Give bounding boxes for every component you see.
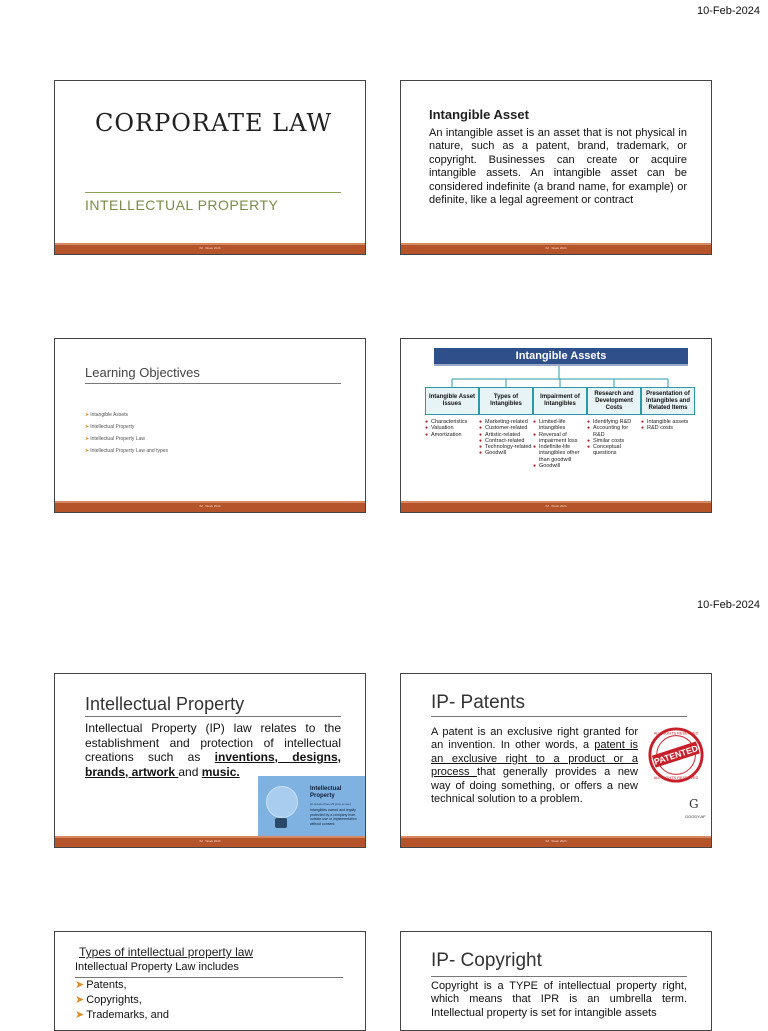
diagram-banner: Intangible Assets bbox=[434, 348, 688, 366]
arrow-bullet-icon: ➤ bbox=[75, 1009, 85, 1021]
slide-ip-copyright bbox=[400, 931, 712, 1031]
list-item: ● Artistic-related bbox=[479, 432, 533, 438]
footer-text: IM · Week 2024 bbox=[545, 246, 567, 250]
list-item: ➤Intellectual Property Law and types bbox=[85, 448, 169, 454]
list-item: ➤Intellectual Property Law bbox=[85, 436, 145, 442]
diagram-column bbox=[641, 387, 695, 469]
footer-text: IM · Week 2024 bbox=[545, 504, 567, 508]
diagram-column bbox=[533, 387, 587, 469]
card-body: Intangibles owned and legally protected by a company from outside use or implementation without consent. bbox=[310, 808, 357, 826]
slide-title: Intellectual Property bbox=[85, 694, 245, 714]
diagram-column bbox=[479, 387, 533, 469]
column-header: Research and Development Costs bbox=[587, 387, 641, 415]
list-item: ● Identifying R&D bbox=[587, 419, 641, 425]
list-item: ● Customer-related bbox=[479, 425, 533, 431]
arrow-bullet-icon: ➤ bbox=[85, 412, 90, 418]
list-item: ● Valuation bbox=[425, 425, 479, 431]
column-header: Intangible Asset Issues bbox=[425, 387, 479, 415]
list-item: ● Goodwill bbox=[479, 450, 533, 456]
list-item: ● Similar costs bbox=[587, 438, 641, 444]
diagram-columns bbox=[425, 387, 695, 469]
patented-stamp-icon bbox=[647, 726, 705, 784]
title-rule bbox=[85, 716, 341, 717]
list-item: ● Reversal of impairment loss bbox=[533, 432, 587, 445]
objectives-list bbox=[85, 409, 168, 457]
lightbulb-icon bbox=[266, 786, 298, 818]
list-item: ➤ Trademarks, and bbox=[75, 1009, 169, 1021]
ip-law-types-list bbox=[75, 978, 169, 1023]
list-item: ● Intangible assets bbox=[641, 419, 695, 425]
slide-title: IP- Copyright bbox=[431, 950, 542, 971]
list-item: ➤ Copyrights, bbox=[75, 994, 142, 1006]
stamp-credit-logo: G bbox=[689, 797, 699, 811]
slide-learning-objectives bbox=[54, 338, 366, 513]
slide-body: A patent is an exclusive right granted for an invention. In other words, a patent is an exclusive right to a product or a process that generally provides a new way of doing something, or offers a new technical solution to a problem. bbox=[431, 726, 638, 806]
slide-corporate-law bbox=[54, 80, 366, 255]
slide-subtitle: Intellectual Property Law includes bbox=[75, 961, 239, 973]
list-item: ● Indefinite-life intangibles other than goodwill bbox=[533, 444, 587, 463]
date-header-top: 10-Feb-2024 bbox=[697, 5, 760, 17]
card-subtitle: (in-tel-ek-choo-uhl prop-er-tee) bbox=[310, 802, 351, 806]
column-header: Types of Intangibles bbox=[479, 387, 533, 415]
title-rule bbox=[431, 716, 687, 717]
slide-types-of-ip-law bbox=[54, 931, 366, 1031]
date-header-middle: 10-Feb-2024 bbox=[697, 599, 760, 611]
list-item: ● Technology-related bbox=[479, 444, 533, 450]
slide-heading: Intangible Asset bbox=[429, 107, 529, 122]
title-rule bbox=[431, 976, 687, 977]
slide-footer bbox=[401, 836, 711, 847]
arrow-bullet-icon: ➤ bbox=[75, 994, 85, 1006]
list-item: ● Amortization bbox=[425, 432, 479, 438]
list-item: ● Accounting for R&D bbox=[587, 425, 641, 438]
slide-footer bbox=[401, 243, 711, 254]
svg-text:ALL RIGHTS RESERVED: ALL RIGHTS RESERVED bbox=[653, 731, 699, 736]
arrow-bullet-icon: ➤ bbox=[85, 436, 90, 442]
list-item: ● Goodwill bbox=[533, 463, 587, 469]
slide-title: CORPORATE LAW bbox=[95, 109, 333, 137]
slide-ip-patents bbox=[400, 673, 712, 848]
stamp-credit: GOODY.AF bbox=[685, 814, 706, 819]
list-item: ➤Intangible Assets bbox=[85, 412, 129, 418]
list-item: ● Conceptual questions bbox=[587, 444, 641, 457]
slide-footer bbox=[401, 501, 711, 512]
list-item: ● Limited-life intangibles bbox=[533, 419, 587, 432]
slide-intangible-assets-diagram bbox=[400, 338, 712, 513]
list-item: ➤ Patents, bbox=[75, 979, 127, 991]
list-item: ● Marketing-related bbox=[479, 419, 533, 425]
column-header: Impairment of Intangibles bbox=[533, 387, 587, 415]
footer-text: IM · Week 2024 bbox=[199, 504, 221, 508]
slide-body: Copyright is a TYPE of intellectual property right, which means that IPR is an umbrella term. Intellectual property is set for intangible assets bbox=[431, 980, 687, 1019]
slide-title: Types of intellectual property law bbox=[79, 945, 254, 959]
diagram-column bbox=[425, 387, 479, 469]
arrow-bullet-icon: ➤ bbox=[75, 979, 85, 991]
list-item: ● Contract-related bbox=[479, 438, 533, 444]
footer-text: IM · Week 2024 bbox=[199, 246, 221, 250]
arrow-bullet-icon: ➤ bbox=[85, 424, 90, 430]
slide-subtitle: INTELLECTUAL PROPERTY bbox=[85, 197, 279, 213]
slide-title: Learning Objectives bbox=[85, 365, 200, 380]
svg-text:PATENTED: PATENTED bbox=[652, 743, 700, 767]
footer-text: IM · Week 2024 bbox=[199, 839, 221, 843]
slide-intangible-asset bbox=[400, 80, 712, 255]
slide-body: An intangible asset is an asset that is not physical in nature, such as a patent, brand, trademark, or copyright. Businesses can create or acquire intangible assets. An intangible asset can be considered indefinite (a brand name, for example) or definite, like a legal agreement or contract bbox=[429, 127, 687, 207]
slide-title: IP- Patents bbox=[431, 692, 525, 713]
slide-footer bbox=[55, 501, 365, 512]
list-item: ● R&D costs bbox=[641, 425, 695, 431]
slide-body: Intellectual Property (IP) law relates to the establishment and protection of intellectual creations such as inventions, designs, brands, artwork and music. bbox=[85, 721, 341, 779]
lightbulb-base-icon bbox=[275, 818, 287, 828]
card-title: Intellectual Property bbox=[310, 786, 342, 799]
title-rule bbox=[85, 383, 341, 384]
svg-text:ALL RIGHTS RESERVED: ALL RIGHTS RESERVED bbox=[653, 776, 699, 781]
slide-footer bbox=[55, 836, 365, 847]
column-header: Presentation of Intangibles and Related Items bbox=[641, 387, 695, 415]
list-item: ● Characteristics bbox=[425, 419, 479, 425]
list-item: ➤Intellectual Property bbox=[85, 424, 135, 430]
slide-intellectual-property bbox=[54, 673, 366, 848]
diagram-column bbox=[587, 387, 641, 469]
footer-text: IM · Week 2024 bbox=[545, 839, 567, 843]
title-rule bbox=[85, 192, 341, 193]
arrow-bullet-icon: ➤ bbox=[85, 448, 90, 454]
slide-footer bbox=[55, 243, 365, 254]
